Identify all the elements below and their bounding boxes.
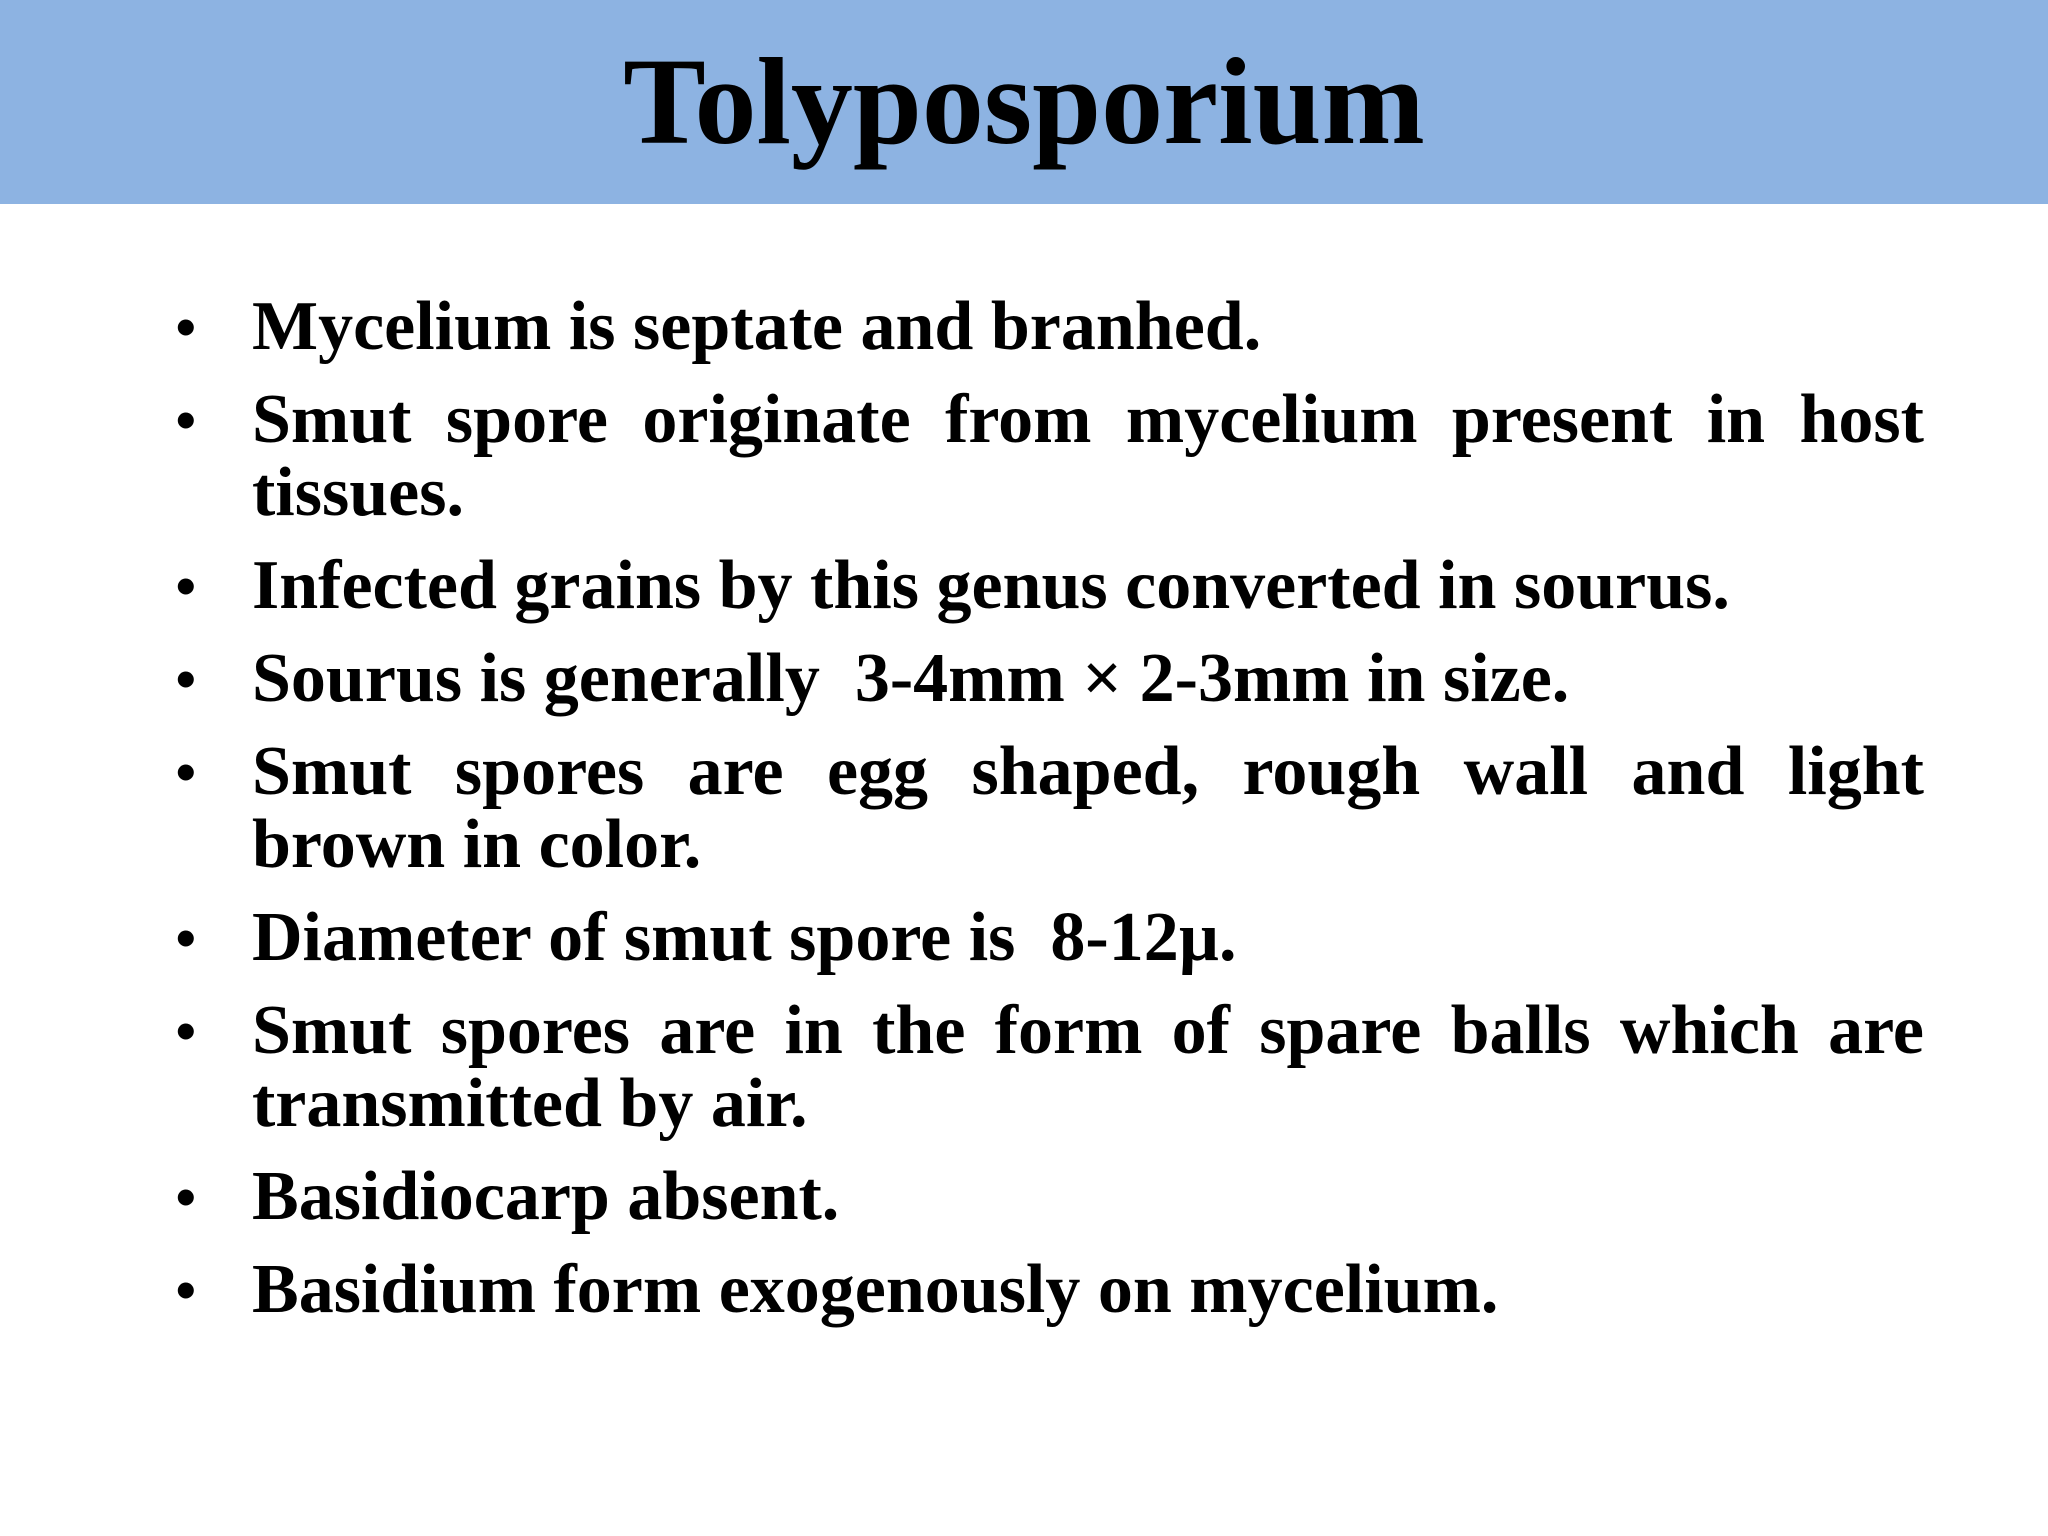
bullet-item [176,994,1924,1140]
bullet-text: Smut spores are egg shaped, rough wall and light brown in color. [252,733,1924,883]
bullet-item [176,290,1924,363]
bullet-list [176,290,1924,1346]
bullet-text: Basidiocarp absent. [252,1158,840,1235]
bullet-dot-icon: • [176,1165,196,1228]
bullet-dot-icon: • [176,999,196,1062]
bullet-item [176,735,1924,881]
bullet-text: Mycelium is septate and branhed. [252,288,1262,365]
bullet-text: Sourus is generally 3-4mm × 2-3mm in size. [252,640,1570,717]
bullet-dot-icon: • [176,906,196,969]
bullet-item [176,1253,1924,1326]
bullet-item [176,1160,1924,1233]
bullet-text: Diameter of smut spore is 8-12µ. [252,899,1237,976]
bullet-item [176,549,1924,622]
bullet-item [176,642,1924,715]
bullet-dot-icon: • [176,554,196,617]
bullet-item [176,901,1924,974]
bullet-dot-icon: • [176,295,196,358]
bullet-dot-icon: • [176,1258,196,1321]
bullet-dot-icon: • [176,388,196,451]
bullet-text: Basidium form exogenously on mycelium. [252,1251,1499,1328]
slide-title: Tolyposporium [623,33,1425,170]
bullet-text: Smut spore originate from mycelium present in host tissues. [252,381,1924,531]
bullet-text: Smut spores are in the form of spare balls which are transmitted by air. [252,992,1924,1142]
bullet-dot-icon: • [176,740,196,803]
bullet-dot-icon: • [176,647,196,710]
bullet-item [176,383,1924,529]
bullet-text: Infected grains by this genus converted in sourus. [252,547,1730,624]
